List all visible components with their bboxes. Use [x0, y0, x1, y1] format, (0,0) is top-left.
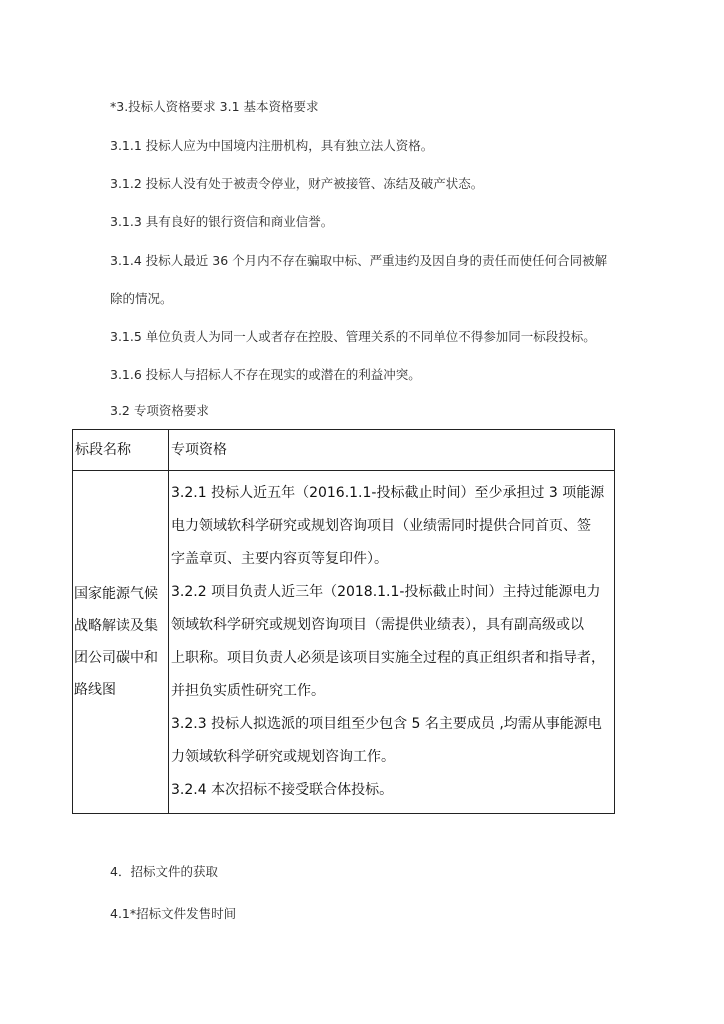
section-name-line: 路线图: [74, 682, 116, 698]
clause-3-1-5: 3.1.5 单位负责人为同一人或者存在控股、管理关系的不同单位不得参加同一标段投标。: [110, 329, 596, 344]
table-header-row: [73, 430, 615, 471]
requirement-line: 力领域软科学研究或规划咨询工作。: [171, 749, 395, 765]
requirement-line: 3.2.3 投标人拟选派的项目组至少包含 5 名主要成员 ,均需从事能源电: [171, 716, 602, 732]
section-name-cell: [73, 471, 169, 814]
requirement-line: 字盖章页、主要内容页等复印件）。: [171, 551, 388, 567]
clause-3-1-3: 3.1.3 具有良好的银行资信和商业信誉。: [110, 214, 334, 229]
clause-3-1-4-continued: 除的情况。: [110, 291, 173, 306]
requirement-line: 3.2.2 项目负责人近三年（2018.1.1-投标截止时间）主持过能源电力: [171, 584, 601, 600]
qualification-table: [72, 429, 615, 814]
header-section-name: 标段名称: [73, 430, 169, 471]
requirement-line: 上职称。项目负责人必须是该项目实施全过程的真正组织者和指导者，: [171, 650, 605, 666]
section-name-line: 国家能源气候: [74, 586, 158, 602]
requirement-line: 3.2.1 投标人近五年（2016.1.1-投标截止时间）至少承担过 3 项能源: [171, 485, 605, 501]
requirement-line: 领域软科学研究或规划咨询项目（需提供业绩表），具有副高级或以: [171, 617, 584, 633]
requirements-cell: [169, 471, 615, 814]
clause-4-1: 4.1*招标文件发售时间: [110, 906, 237, 921]
clause-3-1-2: 3.1.2 投标人没有处于被责令停业，财产被接管、冻结及破产状态。: [110, 176, 484, 191]
section-3-heading: *3.投标人资格要求 3.1 基本资格要求: [110, 99, 319, 114]
requirement-line: 并担负实质性研究工作。: [171, 683, 325, 699]
header-special-qualification: 专项资格: [169, 430, 615, 471]
clause-3-1-4: 3.1.4 投标人最近 36 个月内不存在骗取中标、严重违约及因自身的责任而使任何合同被解: [110, 253, 608, 268]
table-row: [73, 471, 615, 814]
requirement-line: 电力领域软科学研究或规划咨询项目（业绩需同时提供合同首页、签: [171, 518, 591, 534]
clause-3-1-1: 3.1.1 投标人应为中国境内注册机构，具有独立法人资格。: [110, 138, 434, 153]
section-3-2-heading: 3.2 专项资格要求: [110, 403, 209, 418]
section-name-line: 战略解读及集: [74, 618, 158, 634]
section-name-line: 团公司碳中和: [74, 650, 158, 666]
requirement-line: 3.2.4 本次招标不接受联合体投标。: [171, 782, 394, 798]
clause-3-1-6: 3.1.6 投标人与招标人不存在现实的或潜在的利益冲突。: [110, 367, 421, 382]
section-4-heading: 4．招标文件的获取: [110, 864, 218, 879]
